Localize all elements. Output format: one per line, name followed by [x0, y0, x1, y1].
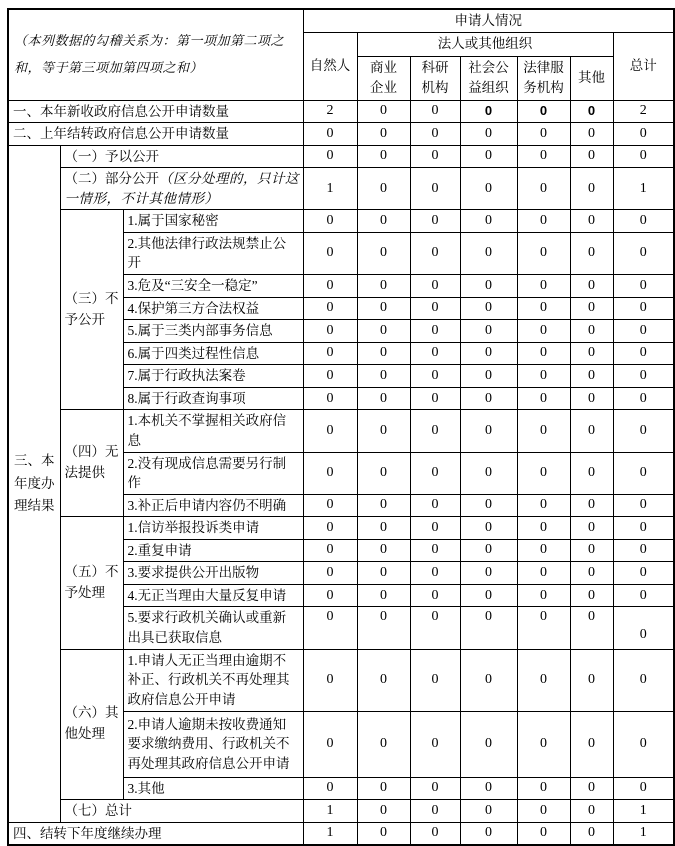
row-label-petition-complaint: 1.信访举报投诉类申请 — [123, 517, 303, 540]
value-cell: 0 — [303, 711, 357, 777]
value-cell: 0 — [303, 539, 357, 562]
value-cell: 0 — [613, 452, 674, 494]
value-cell: 0 — [303, 232, 357, 274]
value-cell: 0 — [517, 320, 570, 343]
value-cell: 0 — [570, 494, 613, 517]
value-cell: 0 — [570, 711, 613, 777]
value-cell: 0 — [357, 275, 410, 298]
value-cell: 0 — [570, 607, 613, 649]
row-label-partial-disclosure — [60, 168, 303, 210]
value-cell: 0 — [613, 275, 674, 298]
table-row — [8, 145, 674, 168]
value-cell: 0 — [570, 800, 613, 823]
value-cell: 0 — [357, 517, 410, 540]
value-cell: 0 — [357, 297, 410, 320]
value-cell: 0 — [303, 494, 357, 517]
value-cell: 0 — [410, 822, 460, 845]
row-label-carried-over: 二、上年结转政府信息公开申请数量 — [8, 123, 303, 146]
table-row — [8, 123, 674, 146]
row-label-granted: （一）予以公开 — [60, 145, 303, 168]
value-cell: 0 — [613, 320, 674, 343]
value-cell: 0 — [570, 320, 613, 343]
table-row — [8, 168, 674, 210]
value-cell: 0 — [357, 822, 410, 845]
row-label-publications: 3.要求提供公开出版物 — [123, 562, 303, 585]
value-cell: 0 — [303, 210, 357, 233]
value-cell: 2 — [613, 100, 674, 123]
value-cell: 0 — [357, 607, 410, 649]
value-cell: 0 — [460, 539, 517, 562]
value-cell: 0 — [410, 517, 460, 540]
group-label-other-handling: （六）其他处理 — [60, 649, 123, 800]
row-label-new-received: 一、本年新收政府信息公开申请数量 — [8, 100, 303, 123]
value-cell: 1 — [303, 168, 357, 210]
row-label-need-production: 2.没有现成信息需要另行制作 — [123, 452, 303, 494]
value-cell: 0 — [517, 607, 570, 649]
value-cell: 0 — [357, 649, 410, 711]
value-cell: 0 — [613, 539, 674, 562]
group-label-not-processed: （五）不予处理 — [60, 517, 123, 649]
value-cell: 0 — [410, 800, 460, 823]
value-cell: 0 — [460, 145, 517, 168]
row-label-state-secret: 1.属于国家秘密 — [123, 210, 303, 233]
row-label-carry-to-next-year: 四、结转下年度继续办理 — [8, 822, 303, 845]
value-cell: 0 — [460, 342, 517, 365]
partial-disclosure-note: （区分处理的，只计这一情形，不计其他情形） — [64, 171, 299, 206]
value-cell: 0 — [613, 145, 674, 168]
value-cell: 0 — [303, 517, 357, 540]
value-cell: 0 — [303, 145, 357, 168]
row-label-overdue-no-correction: 1.申请人无正当理由逾期不补正、行政机关不再处理其政府信息公开申请 — [123, 649, 303, 711]
value-cell: 0 — [570, 822, 613, 845]
value-cell: 0 — [517, 800, 570, 823]
value-cell: 0 — [517, 342, 570, 365]
value-cell: 0 — [570, 168, 613, 210]
value-cell: 0 — [303, 342, 357, 365]
value-cell: 0 — [410, 297, 460, 320]
value-cell: 0 — [303, 410, 357, 452]
value-cell: 0 — [460, 275, 517, 298]
value-cell: 0 — [517, 100, 570, 123]
disclosure-applications-table — [7, 8, 675, 846]
row-label-law-forbidden: 2.其他法律行政法规禁止公开 — [123, 232, 303, 274]
value-cell: 0 — [460, 232, 517, 274]
table-row — [8, 210, 674, 233]
value-cell: 0 — [410, 562, 460, 585]
value-cell: 0 — [613, 387, 674, 410]
value-cell: 0 — [357, 711, 410, 777]
value-cell: 0 — [303, 607, 357, 649]
group-label-unable-to-provide: （四）无法提供 — [60, 410, 123, 517]
value-cell: 0 — [410, 494, 460, 517]
value-cell: 0 — [613, 123, 674, 146]
table-row — [8, 100, 674, 123]
value-cell: 0 — [410, 168, 460, 210]
header-legal-service: 法律服务机构 — [517, 56, 570, 100]
value-cell: 0 — [357, 539, 410, 562]
value-cell: 0 — [517, 365, 570, 388]
value-cell: 0 — [357, 777, 410, 800]
value-cell: 0 — [410, 232, 460, 274]
value-cell: 0 — [570, 584, 613, 607]
reconciliation-note: （本列数据的勾稽关系为：第一项加第二项之和，等于第三项加第四项之和） — [8, 9, 303, 100]
value-cell: 0 — [460, 410, 517, 452]
value-cell: 0 — [303, 275, 357, 298]
value-cell: 0 — [517, 123, 570, 146]
value-cell: 0 — [517, 410, 570, 452]
value-cell: 0 — [303, 777, 357, 800]
value-cell: 0 — [410, 210, 460, 233]
value-cell: 0 — [357, 210, 410, 233]
value-cell: 0 — [517, 584, 570, 607]
row-label-internal-affairs: 5.属于三类内部事务信息 — [123, 320, 303, 343]
value-cell: 0 — [460, 822, 517, 845]
value-cell: 0 — [570, 145, 613, 168]
value-cell: 0 — [613, 562, 674, 585]
value-cell: 0 — [517, 711, 570, 777]
table-row — [8, 800, 674, 823]
value-cell: 0 — [303, 562, 357, 585]
header-business: 商业企业 — [357, 56, 410, 100]
row-label-admin-query: 8.属于行政查询事项 — [123, 387, 303, 410]
row-label-mass-repeated: 4.无正当理由大量反复申请 — [123, 584, 303, 607]
value-cell: 0 — [357, 145, 410, 168]
value-cell: 0 — [303, 320, 357, 343]
value-cell: 0 — [410, 145, 460, 168]
value-cell: 0 — [460, 649, 517, 711]
value-cell: 0 — [357, 123, 410, 146]
table-row — [8, 410, 674, 452]
value-cell: 0 — [410, 275, 460, 298]
value-cell: 0 — [303, 387, 357, 410]
value-cell: 0 — [613, 297, 674, 320]
row-label-enforcement-files: 7.属于行政执法案卷 — [123, 365, 303, 388]
value-cell: 0 — [410, 539, 460, 562]
value-cell: 1 — [613, 168, 674, 210]
value-cell: 0 — [410, 387, 460, 410]
table-row — [8, 822, 674, 845]
section-label-annual-results: 三、本年度办理结果 — [8, 145, 60, 822]
header-applicant-status: 申请人情况 — [303, 9, 674, 33]
value-cell: 0 — [613, 494, 674, 517]
value-cell: 0 — [460, 494, 517, 517]
table-row — [8, 9, 674, 33]
value-cell: 0 — [613, 410, 674, 452]
group-label-no-disclosure: （三）不予公开 — [60, 210, 123, 410]
value-cell: 0 — [613, 342, 674, 365]
value-cell: 0 — [357, 800, 410, 823]
value-cell: 0 — [460, 320, 517, 343]
value-cell: 0 — [460, 711, 517, 777]
value-cell: 0 — [613, 365, 674, 388]
value-cell: 0 — [303, 649, 357, 711]
value-cell: 0 — [460, 584, 517, 607]
value-cell: 0 — [357, 100, 410, 123]
value-cell: 0 — [357, 342, 410, 365]
value-cell: 0 — [303, 365, 357, 388]
row-label-confirm-obtained-info: 5.要求行政机关确认或重新出具已获取信息 — [123, 607, 303, 649]
value-cell: 0 — [570, 517, 613, 540]
value-cell: 0 — [460, 365, 517, 388]
value-cell: 0 — [460, 168, 517, 210]
value-cell: 0 — [517, 232, 570, 274]
value-cell: 0 — [410, 410, 460, 452]
value-cell: 0 — [410, 584, 460, 607]
value-cell: 0 — [460, 607, 517, 649]
value-cell: 0 — [357, 320, 410, 343]
value-cell: 1 — [613, 822, 674, 845]
value-cell: 0 — [357, 410, 410, 452]
table-row — [8, 517, 674, 540]
header-legal-org: 法人或其他组织 — [357, 33, 613, 56]
value-cell: 0 — [460, 387, 517, 410]
value-cell: 0 — [613, 210, 674, 233]
row-label-process-info: 6.属于四类过程性信息 — [123, 342, 303, 365]
value-cell: 0 — [613, 517, 674, 540]
row-label-endanger-stability: 3.危及“三安全一稳定” — [123, 275, 303, 298]
value-cell: 0 — [517, 297, 570, 320]
row-label-third-party-rights: 4.保护第三方合法权益 — [123, 297, 303, 320]
row-label-repeat-application: 2.重复申请 — [123, 539, 303, 562]
header-research: 科研机构 — [410, 56, 460, 100]
value-cell: 0 — [357, 452, 410, 494]
value-cell: 0 — [613, 607, 674, 649]
value-cell: 0 — [460, 452, 517, 494]
value-cell: 0 — [460, 100, 517, 123]
row-label-unclear-after-correction: 3.补正后申请内容仍不明确 — [123, 494, 303, 517]
value-cell: 0 — [570, 275, 613, 298]
value-cell: 0 — [410, 452, 460, 494]
value-cell: 0 — [570, 297, 613, 320]
value-cell: 1 — [613, 800, 674, 823]
value-cell: 0 — [410, 365, 460, 388]
value-cell: 0 — [517, 145, 570, 168]
value-cell: 0 — [303, 297, 357, 320]
value-cell: 0 — [517, 210, 570, 233]
value-cell: 0 — [357, 584, 410, 607]
row-label-other: 3.其他 — [123, 777, 303, 800]
value-cell: 0 — [357, 232, 410, 274]
value-cell: 0 — [410, 342, 460, 365]
value-cell: 0 — [570, 387, 613, 410]
value-cell: 0 — [460, 210, 517, 233]
header-natural-person: 自然人 — [303, 33, 357, 100]
value-cell: 1 — [303, 822, 357, 845]
value-cell: 0 — [410, 607, 460, 649]
value-cell: 0 — [410, 320, 460, 343]
value-cell: 2 — [303, 100, 357, 123]
value-cell: 0 — [613, 232, 674, 274]
value-cell: 0 — [357, 494, 410, 517]
value-cell: 0 — [613, 584, 674, 607]
value-cell: 0 — [613, 649, 674, 711]
value-cell: 0 — [460, 297, 517, 320]
value-cell: 0 — [570, 777, 613, 800]
value-cell: 0 — [460, 562, 517, 585]
row-label-overdue-no-payment: 2.申请人逾期未按收费通知要求缴纳费用、行政机关不再处理其政府信息公开申请 — [123, 711, 303, 777]
value-cell: 0 — [570, 649, 613, 711]
value-cell: 0 — [570, 123, 613, 146]
value-cell: 0 — [357, 562, 410, 585]
value-cell: 0 — [460, 800, 517, 823]
value-cell: 0 — [517, 275, 570, 298]
value-cell: 0 — [460, 517, 517, 540]
value-cell: 1 — [303, 800, 357, 823]
value-cell: 0 — [410, 711, 460, 777]
value-cell: 0 — [613, 777, 674, 800]
value-cell: 0 — [517, 562, 570, 585]
value-cell: 0 — [570, 452, 613, 494]
value-cell: 0 — [517, 387, 570, 410]
value-cell: 0 — [570, 342, 613, 365]
value-cell: 0 — [570, 562, 613, 585]
value-cell: 0 — [570, 410, 613, 452]
value-cell: 0 — [410, 777, 460, 800]
header-public-welfare: 社会公益组织 — [460, 56, 517, 100]
value-cell: 0 — [613, 711, 674, 777]
value-cell: 0 — [460, 777, 517, 800]
value-cell: 0 — [410, 123, 460, 146]
header-other: 其他 — [570, 56, 613, 100]
value-cell: 0 — [570, 210, 613, 233]
value-cell: 0 — [357, 365, 410, 388]
value-cell: 0 — [517, 649, 570, 711]
header-total: 总计 — [613, 33, 674, 100]
value-cell: 0 — [303, 452, 357, 494]
table-row — [8, 649, 674, 711]
value-cell: 0 — [570, 100, 613, 123]
value-cell: 0 — [460, 123, 517, 146]
value-cell: 0 — [410, 649, 460, 711]
value-cell: 0 — [570, 232, 613, 274]
value-cell: 0 — [517, 168, 570, 210]
value-cell: 0 — [303, 584, 357, 607]
value-cell: 0 — [517, 777, 570, 800]
value-cell: 0 — [303, 123, 357, 146]
value-cell: 0 — [517, 452, 570, 494]
value-cell: 0 — [517, 822, 570, 845]
value-cell: 0 — [570, 365, 613, 388]
partial-disclosure-text: （二）部分公开 — [64, 171, 159, 187]
value-cell: 0 — [517, 494, 570, 517]
value-cell: 0 — [357, 387, 410, 410]
row-label-no-such-info: 1.本机关不掌握相关政府信息 — [123, 410, 303, 452]
value-cell: 0 — [570, 539, 613, 562]
value-cell: 0 — [410, 100, 460, 123]
value-cell: 0 — [357, 168, 410, 210]
row-label-subtotal: （七）总计 — [60, 800, 303, 823]
value-cell: 0 — [517, 539, 570, 562]
value-cell: 0 — [517, 517, 570, 540]
